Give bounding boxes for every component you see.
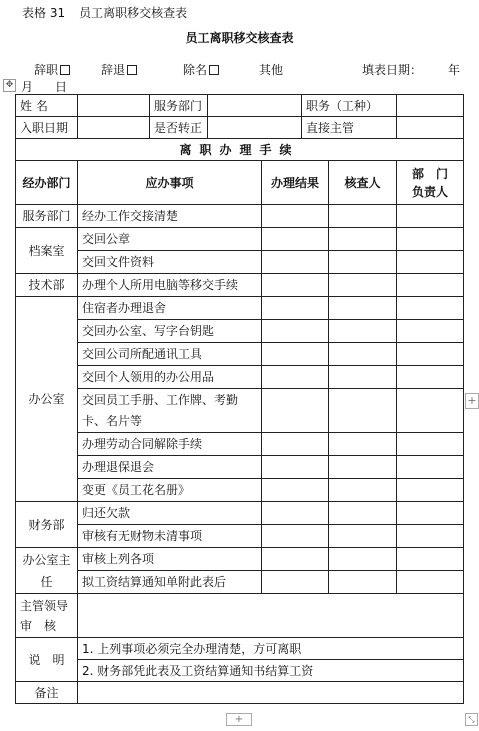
head-cell[interactable] xyxy=(397,274,464,297)
head-cell[interactable] xyxy=(397,571,464,594)
dept-service: 服务部门 xyxy=(16,205,78,228)
header-items: 应办事项 xyxy=(78,161,262,205)
table-move-handle-icon[interactable]: ✥ xyxy=(3,79,16,92)
checkbox-resign[interactable] xyxy=(60,65,70,75)
regularized-label: 是否转正 xyxy=(150,117,208,139)
section-title-row xyxy=(16,139,464,161)
notes-label: 说 明 xyxy=(16,638,78,682)
checker-cell[interactable] xyxy=(329,251,397,274)
result-cell[interactable] xyxy=(262,205,329,228)
option-resign-label: 辞职 xyxy=(34,63,59,77)
item-cell: 审核上列各项 xyxy=(78,548,262,571)
info-row-1 xyxy=(16,95,464,117)
name-label: 姓 名 xyxy=(16,95,78,117)
table-row xyxy=(16,389,464,433)
checkbox-removed[interactable] xyxy=(209,65,219,75)
remark-row xyxy=(16,682,464,704)
head-cell[interactable] xyxy=(397,320,464,343)
add-row-icon[interactable]: + xyxy=(226,713,252,726)
checker-cell[interactable] xyxy=(329,366,397,389)
checker-cell[interactable] xyxy=(329,525,397,548)
result-cell[interactable] xyxy=(262,525,329,548)
checker-cell[interactable] xyxy=(329,548,397,571)
result-cell[interactable] xyxy=(262,389,329,433)
add-column-icon[interactable]: + xyxy=(465,393,479,409)
note-item: 2. 财务部凭此表及工资结算通知书结算工资 xyxy=(78,660,464,682)
approval-label-line1: 主管领导 xyxy=(20,598,69,613)
option-dismiss-label: 辞退 xyxy=(101,63,126,77)
checker-cell[interactable] xyxy=(329,433,397,456)
notes-row xyxy=(16,660,464,682)
checker-cell[interactable] xyxy=(329,297,397,320)
result-cell[interactable] xyxy=(262,274,329,297)
supervisor-field[interactable] xyxy=(397,117,464,139)
head-cell[interactable] xyxy=(397,228,464,251)
fill-date-year: 年 xyxy=(448,63,461,77)
item-cell: 变更《员工花名册》 xyxy=(78,479,262,502)
table-row xyxy=(16,479,464,502)
checker-cell[interactable] xyxy=(329,205,397,228)
head-cell[interactable] xyxy=(397,548,464,571)
result-cell[interactable] xyxy=(262,297,329,320)
head-cell[interactable] xyxy=(397,502,464,525)
checker-cell[interactable] xyxy=(329,502,397,525)
department-label: 服务部门 xyxy=(150,95,208,117)
item-cell: 住宿者办理退舍 xyxy=(78,297,262,320)
table-row xyxy=(16,548,464,571)
head-cell[interactable] xyxy=(397,479,464,502)
approval-field[interactable] xyxy=(78,594,464,638)
table-row xyxy=(16,525,464,548)
item-cell: 审核有无财物未清事项 xyxy=(78,525,262,548)
table-row xyxy=(16,502,464,525)
option-resign[interactable] xyxy=(34,61,70,78)
option-dismiss[interactable] xyxy=(101,61,137,78)
approval-row xyxy=(16,594,464,638)
note-item: 1. 上列事项必须完全办理清楚，方可离职 xyxy=(78,638,464,660)
approval-label-line2: 审 核 xyxy=(20,618,57,633)
item-cell: 交回文件资料 xyxy=(78,251,262,274)
checker-cell[interactable] xyxy=(329,343,397,366)
header-dept-head-line2: 负责人 xyxy=(412,184,449,199)
head-cell[interactable] xyxy=(397,525,464,548)
join-date-label: 入职日期 xyxy=(16,117,78,139)
checker-cell[interactable] xyxy=(329,479,397,502)
supervisor-label: 直接主管 xyxy=(302,117,397,139)
checker-cell[interactable] xyxy=(329,389,397,433)
position-field[interactable] xyxy=(397,95,464,117)
dept-office: 办公室 xyxy=(16,297,78,502)
item-cell: 办理退保退会 xyxy=(78,456,262,479)
table-row xyxy=(16,571,464,594)
head-cell[interactable] xyxy=(397,343,464,366)
dept-archive: 档案室 xyxy=(16,228,78,274)
header-row xyxy=(16,161,464,205)
result-cell[interactable] xyxy=(262,251,329,274)
handover-table xyxy=(15,94,464,704)
checker-cell[interactable] xyxy=(329,228,397,251)
department-field[interactable] xyxy=(208,95,302,117)
dept-finance: 财务部 xyxy=(16,502,78,548)
header-checker: 核查人 xyxy=(329,161,397,205)
header-dept-head xyxy=(397,161,464,205)
item-cell: 交回员工手册、工作牌、考勤卡、名片等 xyxy=(78,389,262,433)
result-cell[interactable] xyxy=(262,320,329,343)
checker-cell[interactable] xyxy=(329,320,397,343)
table-row xyxy=(16,251,464,274)
result-cell[interactable] xyxy=(262,456,329,479)
header-dept-head-line1: 部 门 xyxy=(412,166,449,181)
table-row xyxy=(16,320,464,343)
result-cell[interactable] xyxy=(262,548,329,571)
option-removed-label: 除名 xyxy=(183,63,208,77)
result-cell[interactable] xyxy=(262,228,329,251)
head-cell[interactable] xyxy=(397,389,464,433)
result-cell[interactable] xyxy=(262,571,329,594)
result-cell[interactable] xyxy=(262,502,329,525)
item-cell: 归还欠款 xyxy=(78,502,262,525)
caption-label: 表格 31 xyxy=(22,6,66,20)
head-cell[interactable] xyxy=(397,297,464,320)
item-cell: 交回个人领用的办公用品 xyxy=(78,366,262,389)
section-title: 离职办理手续 xyxy=(16,139,464,161)
table-row xyxy=(16,433,464,456)
item-cell: 办理个人所用电脑等移交手续 xyxy=(78,274,262,297)
dept-office-head: 办公室主任 xyxy=(16,548,78,594)
header-result: 办理结果 xyxy=(262,161,329,205)
result-cell[interactable] xyxy=(262,366,329,389)
table-resize-icon[interactable]: ⤡ xyxy=(465,713,478,726)
option-removed[interactable] xyxy=(183,61,219,78)
head-cell[interactable] xyxy=(397,456,464,479)
result-cell[interactable] xyxy=(262,433,329,456)
head-cell[interactable] xyxy=(397,205,464,228)
table-row xyxy=(16,297,464,320)
fill-date xyxy=(362,61,460,78)
table-row xyxy=(16,274,464,297)
checker-cell[interactable] xyxy=(329,274,397,297)
fill-date-line2 xyxy=(21,78,67,95)
result-cell[interactable] xyxy=(262,343,329,366)
checker-cell[interactable] xyxy=(329,456,397,479)
option-other xyxy=(259,61,283,78)
checkbox-dismiss[interactable] xyxy=(127,65,137,75)
name-field[interactable] xyxy=(78,95,150,117)
table-row xyxy=(16,456,464,479)
table-caption xyxy=(22,4,187,21)
regularized-field[interactable] xyxy=(208,117,302,139)
item-cell: 拟工资结算通知单附此表后 xyxy=(78,571,262,594)
option-other-label: 其他 xyxy=(259,63,284,77)
fill-date-month: 月 xyxy=(21,80,34,94)
remark-label: 备注 xyxy=(16,682,78,704)
table-row xyxy=(16,228,464,251)
remark-field[interactable] xyxy=(78,682,464,704)
item-cell: 交回公章 xyxy=(78,228,262,251)
item-cell: 办理劳动合同解除手续 xyxy=(78,433,262,456)
head-cell[interactable] xyxy=(397,366,464,389)
approval-label xyxy=(16,594,78,638)
table-row xyxy=(16,205,464,228)
join-date-field[interactable] xyxy=(78,117,150,139)
head-cell[interactable] xyxy=(397,433,464,456)
item-cell: 交回办公室、写字台钥匙 xyxy=(78,320,262,343)
notes-row xyxy=(16,638,464,660)
item-cell: 交回公司所配通讯工具 xyxy=(78,343,262,366)
fill-date-day: 日 xyxy=(55,80,68,94)
caption-text: 员工离职移交核查表 xyxy=(79,6,188,20)
position-label: 职务（工种） xyxy=(302,95,397,117)
page-title: 员工离职移交核查表 xyxy=(185,31,294,45)
checker-cell[interactable] xyxy=(329,571,397,594)
info-row-2 xyxy=(16,117,464,139)
head-cell[interactable] xyxy=(397,251,464,274)
fill-date-label: 填表日期： xyxy=(362,63,423,77)
item-cell: 经办工作交接清楚 xyxy=(78,205,262,228)
result-cell[interactable] xyxy=(262,479,329,502)
table-row xyxy=(16,343,464,366)
dept-tech: 技术部 xyxy=(16,274,78,297)
table-row xyxy=(16,366,464,389)
header-dept: 经办部门 xyxy=(16,161,78,205)
